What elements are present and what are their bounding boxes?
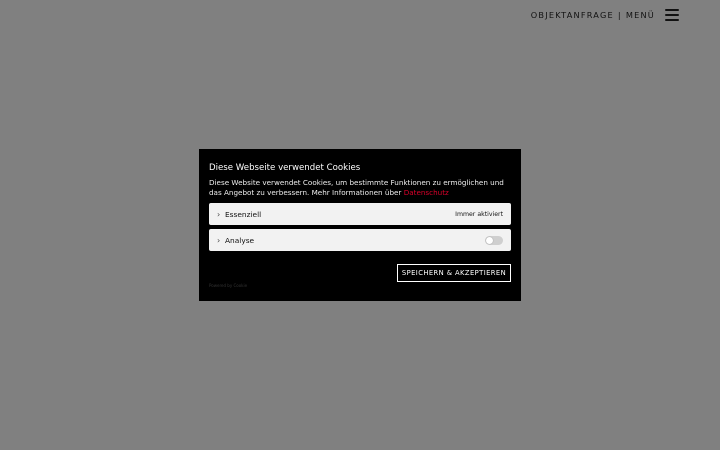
top-navigation	[531, 8, 679, 22]
cookie-dialog-title: Diese Webseite verwendet Cookies	[209, 163, 361, 173]
category-essential[interactable]	[209, 203, 511, 225]
cookie-description: Diese Website verwendet Cookies, um bestimmte Funktionen zu ermöglichen und das Angebot zu verbessern. Mehr Informationen über	[209, 178, 504, 197]
menu-bar	[665, 14, 679, 16]
hamburger-menu-icon[interactable]	[665, 9, 679, 22]
menu-bar	[665, 19, 679, 21]
cookie-dialog-text	[209, 178, 511, 198]
analytics-toggle[interactable]	[485, 236, 503, 245]
category-analytics[interactable]	[209, 229, 511, 251]
powered-by-text: Powered by Cookie	[209, 283, 248, 288]
objektanfrage-link[interactable]: OBJEKTANFRAGE	[530, 10, 614, 20]
menu-link[interactable]: MENÜ	[625, 10, 655, 20]
cookie-consent-dialog	[199, 149, 521, 301]
menu-bar	[665, 9, 679, 11]
toggle-knob	[486, 237, 493, 244]
category-essential-label: Essenziell	[225, 209, 262, 219]
nav-separator: |	[617, 10, 622, 20]
chevron-right-icon: ›	[217, 209, 221, 219]
chevron-right-icon: ›	[217, 235, 221, 245]
privacy-policy-link[interactable]: Datenschutz	[403, 188, 449, 197]
save-accept-button[interactable]: SPEICHERN & AKZEPTIEREN	[397, 264, 511, 282]
category-essential-status: Immer aktiviert	[455, 210, 503, 218]
category-analytics-label: Analyse	[225, 235, 255, 245]
